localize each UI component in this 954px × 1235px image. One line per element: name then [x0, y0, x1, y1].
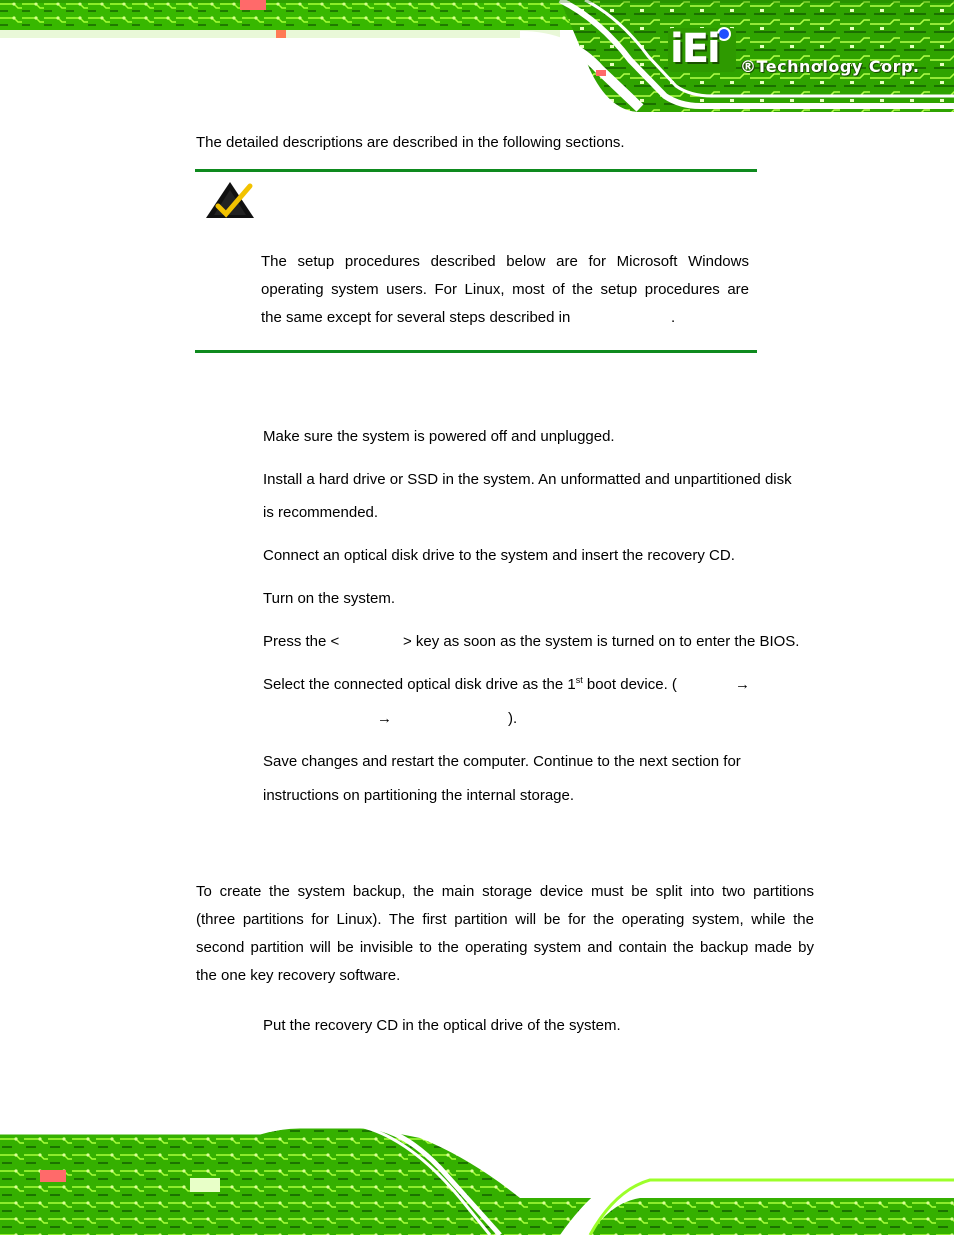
note-line-1: The setup procedures described below are for Microsoft Windows — [261, 253, 749, 270]
step-5-start: Press the < — [263, 633, 340, 650]
note-top-rule — [195, 169, 757, 172]
partition-para-line-3: second partition will be invisible to the operating system and contain the backup made by — [196, 939, 814, 956]
header-banner — [0, 0, 954, 112]
step-4: Turn on the system. — [263, 590, 395, 607]
step-3: Connect an optical disk drive to the system and insert the recovery CD. — [263, 547, 735, 564]
step-6-close: ). — [508, 710, 518, 727]
step-6-text-2: boot device. ( — [582, 676, 677, 693]
circuit-board-graphic — [0, 0, 954, 112]
arrow-icon: → — [377, 710, 392, 727]
logo-letters: iEi — [670, 26, 719, 72]
step-5-end: > key as soon as the system is turned on to enter the BIOS. — [403, 633, 800, 650]
partition-step-1: Put the recovery CD in the optical drive of the system. — [263, 1017, 621, 1034]
step-2-line-2: is recommended. — [263, 504, 379, 521]
intro-text: The detailed descriptions are described in the following sections. — [196, 134, 625, 151]
step-7-line-2: instructions on partitioning the internal storage. — [263, 787, 575, 804]
footer-banner — [0, 1118, 954, 1235]
partition-para-line-4: the one key recovery software. — [196, 967, 401, 984]
note-line-3: the same except for several steps described in — [261, 309, 571, 326]
check-icon — [204, 180, 254, 220]
company-logo-text: ®Technology Corp. — [740, 57, 920, 76]
step-6-superscript: st — [575, 675, 583, 685]
step-6-line-1 — [263, 675, 677, 695]
step-7-line-1: Save changes and restart the computer. Continue to the next section for — [263, 753, 741, 770]
partition-para-line-1: To create the system backup, the main storage device must be split into two partitions — [196, 883, 814, 900]
partition-para-line-2: (three partitions for Linux). The first partition will be for the operating system, while the — [196, 911, 814, 928]
arrow-icon: → — [735, 676, 750, 693]
step-6-text: Select the connected optical disk drive as the 1 — [263, 676, 576, 693]
step-1: Make sure the system is powered off and unplugged. — [263, 428, 615, 445]
circuit-board-graphic — [0, 1118, 954, 1235]
step-2-line-1: Install a hard drive or SSD in the system. An unformatted and unpartitioned disk — [263, 471, 792, 488]
note-line-2: operating system users. For Linux, most of the setup procedures are — [261, 281, 749, 298]
note-bottom-rule — [195, 350, 757, 353]
note-line-3-end: . — [671, 309, 676, 326]
